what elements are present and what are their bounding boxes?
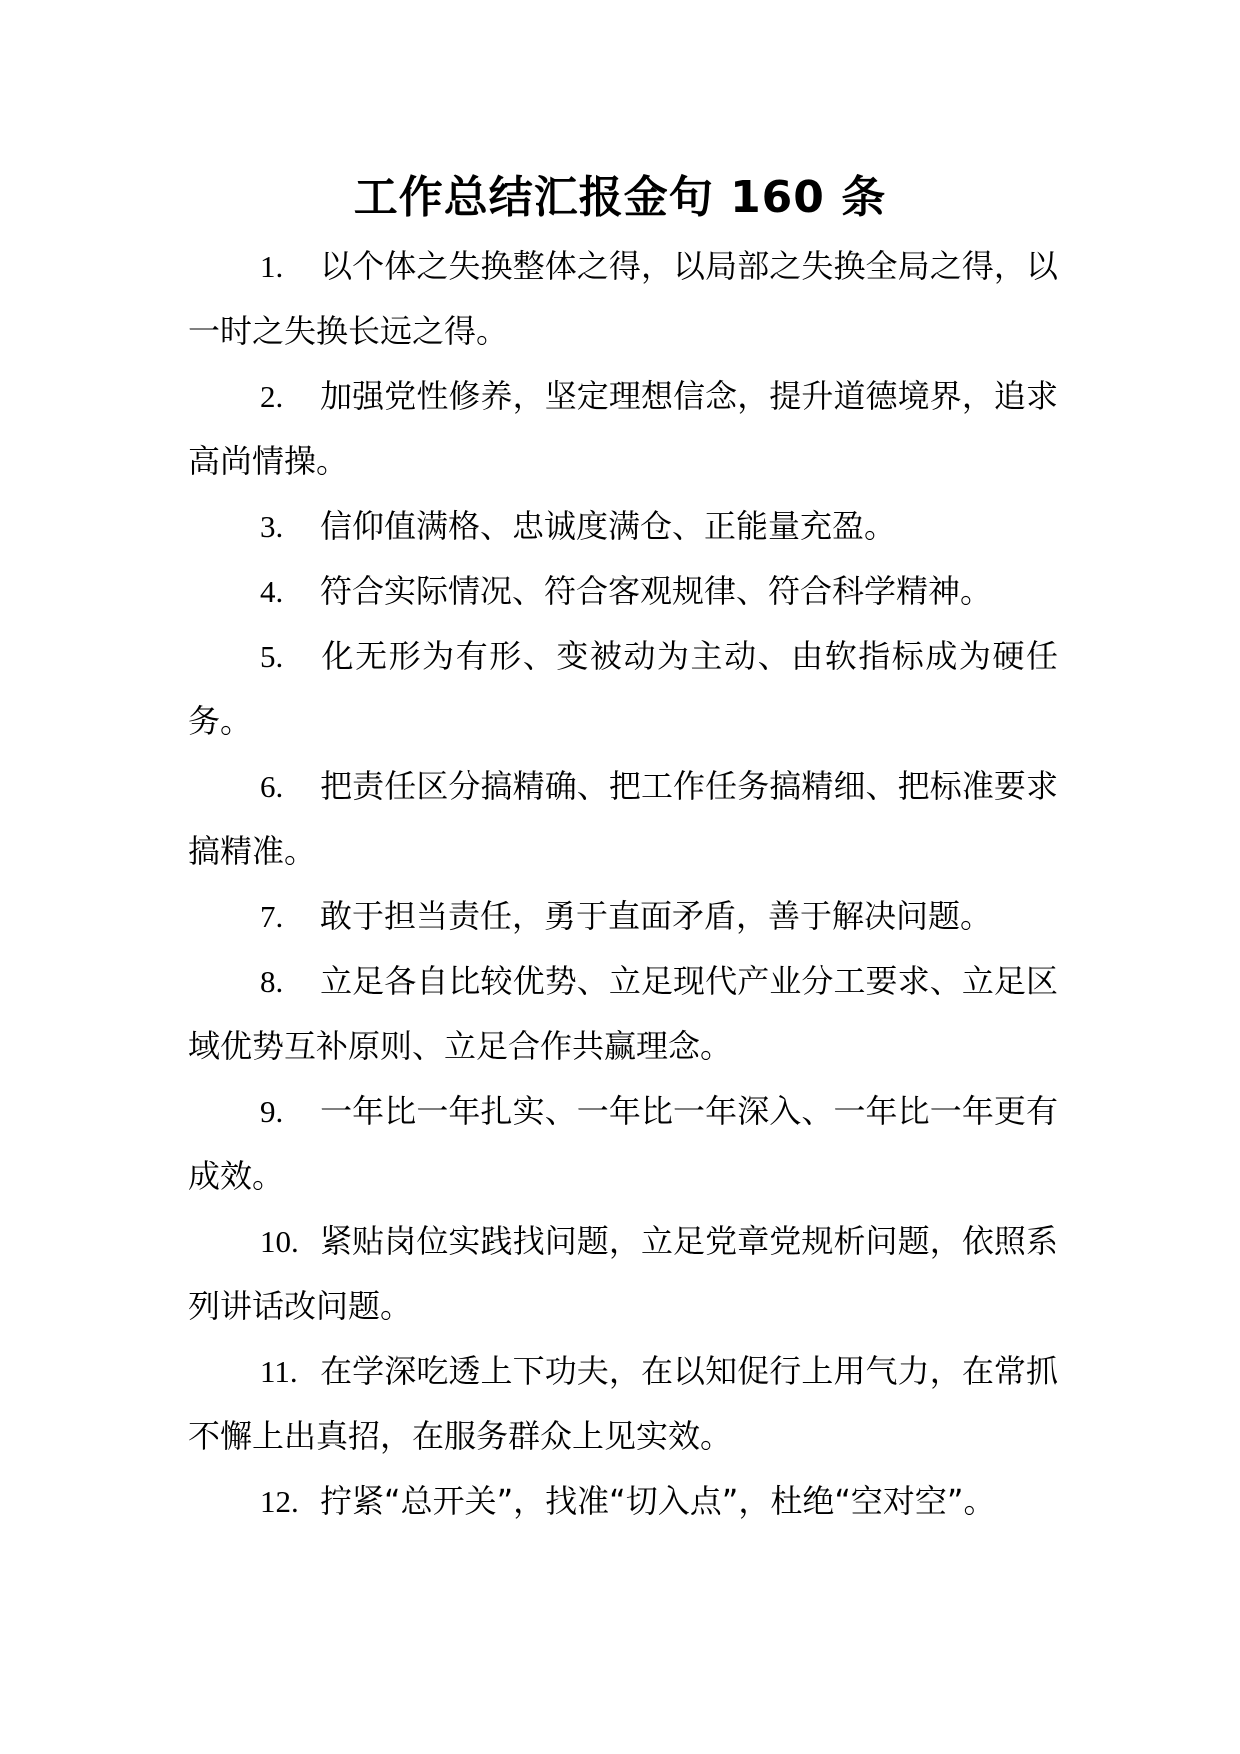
list-item xyxy=(188,1339,1058,1469)
item-number: 1. xyxy=(260,249,284,284)
item-number: 3. xyxy=(260,509,284,544)
list-item xyxy=(188,494,1058,559)
item-number: 5. xyxy=(260,639,284,674)
list-item xyxy=(188,884,1058,949)
list-item xyxy=(188,624,1058,754)
item-text: 紧贴岗位实践找问题，立足党章党规析问题，依照系列讲话改问题。 xyxy=(188,1222,1058,1325)
item-text: 敢于担当责任，勇于直面矛盾，善于解决问题。 xyxy=(320,897,993,935)
item-number: 7. xyxy=(260,899,284,934)
list-item xyxy=(188,754,1058,884)
list-item xyxy=(188,234,1058,364)
item-number: 2. xyxy=(260,379,284,414)
item-number: 4. xyxy=(260,574,284,609)
item-number: 6. xyxy=(260,769,284,804)
list-item xyxy=(188,1209,1058,1339)
item-text: 一年比一年扎实、一年比一年深入、一年比一年更有成效。 xyxy=(188,1092,1058,1195)
item-text: 信仰值满格、忠诚度满仓、正能量充盈。 xyxy=(320,507,897,545)
document-title: 工作总结汇报金句 160 条 xyxy=(353,172,887,223)
item-text: 拧紧“总开关”，找准“切入点”，杜绝“空对空”。 xyxy=(320,1482,996,1520)
item-number: 12. xyxy=(260,1484,299,1519)
item-number: 10. xyxy=(260,1224,299,1259)
item-number: 8. xyxy=(260,964,284,999)
item-text: 立足各自比较优势、立足现代产业分工要求、立足区域优势互补原则、立足合作共赢理念。 xyxy=(188,962,1058,1065)
item-text: 化无形为有形、变被动为主动、由软指标成为硬任务。 xyxy=(188,637,1058,740)
item-number: 9. xyxy=(260,1094,284,1129)
list-item xyxy=(188,949,1058,1079)
item-text: 把责任区分搞精确、把工作任务搞精细、把标准要求搞精准。 xyxy=(188,767,1058,870)
item-text: 加强党性修养，坚定理想信念，提升道德境界，追求高尚情操。 xyxy=(188,377,1058,480)
item-text: 符合实际情况、符合客观规律、符合科学精神。 xyxy=(320,572,993,610)
list-item xyxy=(188,1079,1058,1209)
item-number: 11. xyxy=(260,1354,298,1389)
list-item xyxy=(188,559,1058,624)
item-text: 以个体之失换整体之得，以局部之失换全局之得，以一时之失换长远之得。 xyxy=(188,247,1058,350)
list-item xyxy=(188,364,1058,494)
list-content xyxy=(188,234,1058,1534)
list-item xyxy=(188,1469,1058,1534)
item-text: 在学深吃透上下功夫，在以知促行上用气力，在常抓不懈上出真招，在服务群众上见实效。 xyxy=(188,1352,1058,1455)
